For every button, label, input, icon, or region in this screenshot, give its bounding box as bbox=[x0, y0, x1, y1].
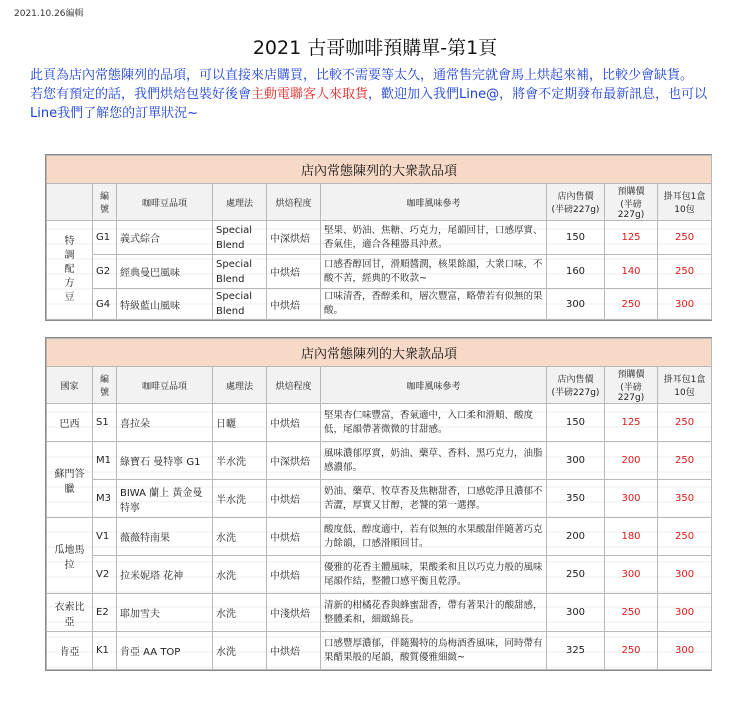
header-flavor: 咖啡風味參考 bbox=[321, 367, 547, 404]
header-flavor: 咖啡風味參考 bbox=[321, 184, 547, 221]
row-flavor: 堅果杏仁味豐富，香氣適中，入口柔和滑順、酸度低，尾韻帶著微微的甘甜感。 bbox=[321, 404, 547, 442]
intro-line-2-post: ，歡迎加入我們Line@，將會不定期發布最新訊息，也可以Line我們了解您的訂單狀況~ bbox=[30, 87, 708, 121]
intro-line-2 bbox=[30, 85, 730, 123]
row-preorder-price: 300 bbox=[605, 556, 658, 594]
row-roast: 中烘焙 bbox=[267, 632, 321, 670]
table-row bbox=[47, 632, 712, 670]
row-name: 特級藍山風味 bbox=[117, 289, 213, 320]
row-process: 半水洗 bbox=[213, 480, 267, 518]
header-name: 咖啡豆品項 bbox=[117, 184, 213, 221]
row-drip-price: 300 bbox=[658, 632, 712, 670]
row-preorder-price: 250 bbox=[605, 632, 658, 670]
row-preorder-price: 250 bbox=[605, 289, 658, 320]
row-process: Special Blend bbox=[213, 289, 267, 320]
row-flavor: 優雅的花香主體風味，果酸柔和且以巧克力般的風味尾韻作結，整體口感平衡且乾淨。 bbox=[321, 556, 547, 594]
table-row bbox=[47, 221, 712, 255]
header-process: 處理法 bbox=[213, 367, 267, 404]
row-drip-price: 300 bbox=[658, 289, 712, 320]
row-store-price: 160 bbox=[547, 255, 605, 289]
header-drip-price: 掛耳包1盒 10包 bbox=[658, 367, 712, 404]
country-cell: 蘇門答臘 bbox=[47, 442, 93, 518]
table-row bbox=[47, 289, 712, 320]
origin-header-row bbox=[47, 367, 712, 404]
row-drip-price: 250 bbox=[658, 404, 712, 442]
origin-table-panel bbox=[45, 337, 712, 671]
row-store-price: 250 bbox=[547, 556, 605, 594]
row-drip-price: 300 bbox=[658, 594, 712, 632]
row-roast: 中烘焙 bbox=[267, 255, 321, 289]
row-code: E2 bbox=[93, 594, 117, 632]
intro-line-1: 此頁為店內常態陳列的品項，可以直接來店購買，比較不需要等太久，通常售完就會馬上烘起來補，比較少會缺貨。 bbox=[30, 68, 694, 83]
row-preorder-price: 125 bbox=[605, 404, 658, 442]
header-country: 國家 bbox=[47, 367, 93, 404]
row-flavor: 堅果、奶油、焦糖、巧克力，尾韻回甘，口感厚實、香氣佳，適合各種器具沖煮。 bbox=[321, 221, 547, 255]
row-name: BIWA 蘭上 黃金曼特寧 bbox=[117, 480, 213, 518]
row-store-price: 150 bbox=[547, 221, 605, 255]
row-store-price: 300 bbox=[547, 442, 605, 480]
row-name: 薇薇特南果 bbox=[117, 518, 213, 556]
table-row bbox=[47, 404, 712, 442]
country-cell: 巴西 bbox=[47, 404, 93, 442]
row-drip-price: 250 bbox=[658, 255, 712, 289]
header-store-price: 店內售價 (半磅227g) bbox=[547, 367, 605, 404]
intro-text bbox=[30, 66, 730, 123]
row-roast: 中深烘焙 bbox=[267, 442, 321, 480]
row-name: 綠寶石 曼特寧 G1 bbox=[117, 442, 213, 480]
row-preorder-price: 300 bbox=[605, 480, 658, 518]
row-flavor: 酸度低、醇度適中，若有似無的水果酸甜伴隨著巧克力餘韻，口感滑順回甘。 bbox=[321, 518, 547, 556]
row-code: K1 bbox=[93, 632, 117, 670]
row-roast: 中烘焙 bbox=[267, 289, 321, 320]
row-process: 水洗 bbox=[213, 632, 267, 670]
header-preorder-price: 預購價 (半磅227g) bbox=[605, 367, 658, 404]
country-cell: 衣索比亞 bbox=[47, 594, 93, 632]
row-roast: 中深烘焙 bbox=[267, 221, 321, 255]
row-code: V2 bbox=[93, 556, 117, 594]
table-row bbox=[47, 594, 712, 632]
row-roast: 中淺烘焙 bbox=[267, 594, 321, 632]
origin-section-title: 店內常態陳列的大衆款品項 bbox=[47, 339, 712, 367]
header-preorder-price: 預購價 (半磅227g) bbox=[605, 184, 658, 221]
row-drip-price: 250 bbox=[658, 442, 712, 480]
row-code: M3 bbox=[93, 480, 117, 518]
row-drip-price: 300 bbox=[658, 556, 712, 594]
row-roast: 中烘焙 bbox=[267, 556, 321, 594]
edit-date: 2021.10.26編輯 bbox=[14, 9, 84, 19]
row-drip-price: 350 bbox=[658, 480, 712, 518]
header-store-price: 店內售價 (半磅227g) bbox=[547, 184, 605, 221]
row-preorder-price: 125 bbox=[605, 221, 658, 255]
row-drip-price: 250 bbox=[658, 518, 712, 556]
table-row bbox=[47, 556, 712, 594]
row-process: 日曬 bbox=[213, 404, 267, 442]
row-drip-price: 250 bbox=[658, 221, 712, 255]
row-name: 耶加雪夫 bbox=[117, 594, 213, 632]
header-code: 編號 bbox=[93, 367, 117, 404]
row-code: G2 bbox=[93, 255, 117, 289]
row-store-price: 150 bbox=[547, 404, 605, 442]
row-name: 拉米妮塔 花神 bbox=[117, 556, 213, 594]
row-code: S1 bbox=[93, 404, 117, 442]
blend-table-panel bbox=[45, 154, 712, 321]
row-process: 水洗 bbox=[213, 594, 267, 632]
row-flavor: 風味濃郁厚實，奶油、藥草、香料、黑巧克力，油脂感濃郁。 bbox=[321, 442, 547, 480]
intro-line-2-pre: 若您有預定的話，我們烘焙包裝好後會 bbox=[30, 87, 252, 102]
header-name: 咖啡豆品項 bbox=[117, 367, 213, 404]
header-roast: 烘焙程度 bbox=[267, 367, 321, 404]
row-store-price: 350 bbox=[547, 480, 605, 518]
row-flavor: 口感香醇回甘，滑順醬潤，核果餘韻，大衆口味，不酸不苦，經典的不敗款~ bbox=[321, 255, 547, 289]
origin-table bbox=[46, 338, 712, 670]
row-flavor: 口味清香，香醇柔和，層次豐富，略帶若有似無的果酸。 bbox=[321, 289, 547, 320]
row-code: V1 bbox=[93, 518, 117, 556]
row-flavor: 奶油、藥草、牧草香及焦糖甜香，口感乾淨且濃郁不苦澀，厚實又甘醇，老饕的第一選擇。 bbox=[321, 480, 547, 518]
row-process: 半水洗 bbox=[213, 442, 267, 480]
blend-table bbox=[46, 155, 712, 320]
row-process: Special Blend bbox=[213, 221, 267, 255]
row-code: G4 bbox=[93, 289, 117, 320]
row-process: 水洗 bbox=[213, 556, 267, 594]
row-preorder-price: 200 bbox=[605, 442, 658, 480]
header-drip-price: 掛耳包1盒 10包 bbox=[658, 184, 712, 221]
row-flavor: 口感豐厚濃郁，伴隨獨特的烏梅酒香風味，同時帶有果醋果般的尾韻，酸質優雅細緻~ bbox=[321, 632, 547, 670]
table-row bbox=[47, 518, 712, 556]
header-code: 編號 bbox=[93, 184, 117, 221]
row-code: M1 bbox=[93, 442, 117, 480]
table-row bbox=[47, 480, 712, 518]
row-name: 義式綜合 bbox=[117, 221, 213, 255]
row-process: 水洗 bbox=[213, 518, 267, 556]
row-preorder-price: 180 bbox=[605, 518, 658, 556]
blend-header-row bbox=[47, 184, 712, 221]
table-row bbox=[47, 442, 712, 480]
blend-section-title: 店內常態陳列的大衆款品項 bbox=[47, 156, 712, 184]
row-roast: 中烘焙 bbox=[267, 404, 321, 442]
country-cell: 瓜地馬拉 bbox=[47, 518, 93, 594]
row-roast: 中烘焙 bbox=[267, 518, 321, 556]
row-code: G1 bbox=[93, 221, 117, 255]
row-process: Special Blend bbox=[213, 255, 267, 289]
row-store-price: 300 bbox=[547, 594, 605, 632]
row-preorder-price: 250 bbox=[605, 594, 658, 632]
row-name: 喜拉朵 bbox=[117, 404, 213, 442]
row-preorder-price: 140 bbox=[605, 255, 658, 289]
row-flavor: 清新的柑橘花香與蜂蜜甜香，帶有著果汁的酸甜感，整體柔和，細緻綿長。 bbox=[321, 594, 547, 632]
row-name: 肯亞 AA TOP bbox=[117, 632, 213, 670]
row-name: 經典曼巴風味 bbox=[117, 255, 213, 289]
row-roast: 中烘焙 bbox=[267, 480, 321, 518]
blend-group-label: 特 調 配 方 豆 bbox=[47, 221, 93, 320]
header-roast: 烘焙程度 bbox=[267, 184, 321, 221]
row-store-price: 325 bbox=[547, 632, 605, 670]
intro-highlight: 主動電聯客人來取貨 bbox=[251, 87, 369, 102]
row-store-price: 200 bbox=[547, 518, 605, 556]
page-title: 2021 古哥咖啡預購單-第1頁 bbox=[252, 37, 498, 59]
country-cell: 肯亞 bbox=[47, 632, 93, 670]
row-store-price: 300 bbox=[547, 289, 605, 320]
header-process: 處理法 bbox=[213, 184, 267, 221]
table-row bbox=[47, 255, 712, 289]
blend-header-group bbox=[47, 184, 93, 221]
